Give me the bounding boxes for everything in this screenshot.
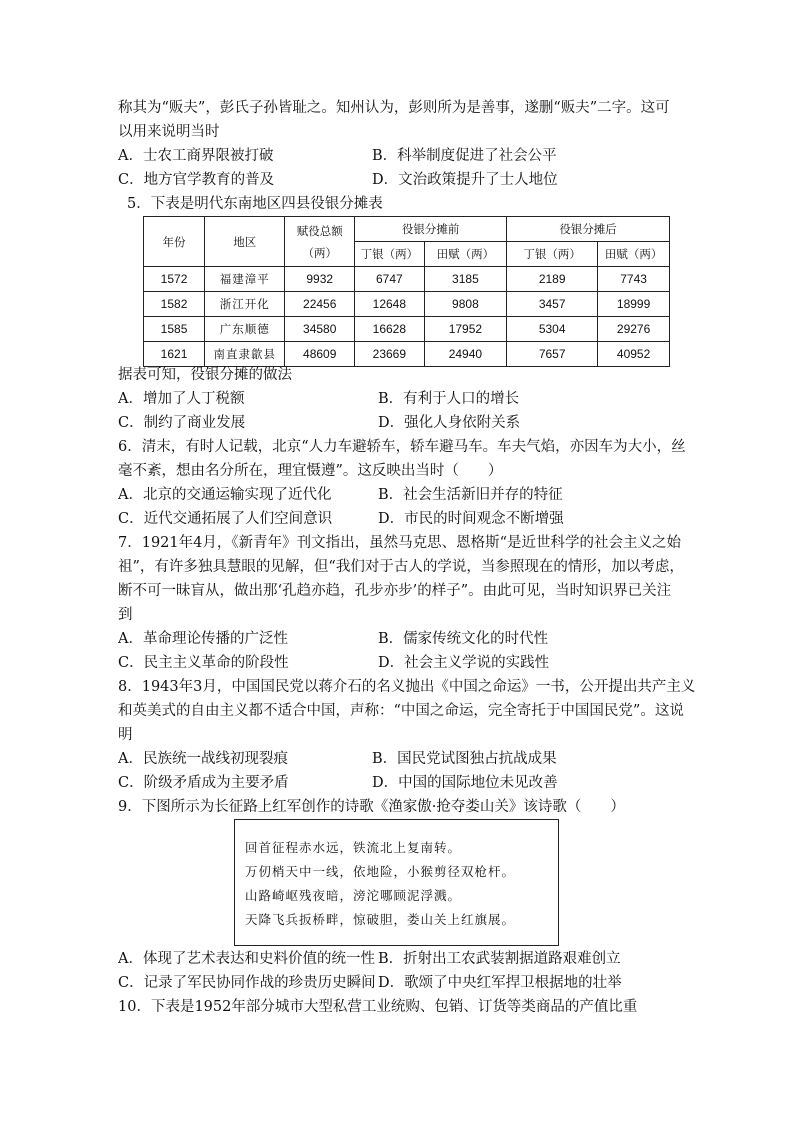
th-after: 役银分摊后 [507, 217, 670, 242]
q9-option-a: A．体现了艺术表达和史料价值的统一性 [118, 951, 375, 967]
cell-ding-before: 6747 [355, 267, 425, 292]
table-row [144, 317, 670, 342]
cell-tian-before: 24940 [424, 342, 506, 367]
cell-tian-after: 40952 [598, 342, 670, 367]
intro-option-c: C．地方官学教育的普及 [118, 172, 275, 188]
cell-region: 南直隶歙县 [205, 342, 285, 367]
q7-option-b: B．儒家传统文化的时代性 [378, 631, 549, 647]
cell-year: 1621 [144, 342, 205, 367]
q8-option-d: D．中国的国际地位未见改善 [372, 775, 558, 791]
cell-total: 9932 [285, 267, 355, 292]
q6-option-a: A．北京的交通运输实现了近代化 [118, 487, 332, 503]
th-region: 地区 [205, 217, 285, 267]
intro-option-a: A．士农工商界限被打破 [118, 148, 274, 164]
q5-stem: 5．下表是明代东南地区四县役银分摊表 [127, 196, 383, 212]
table-row [144, 267, 670, 292]
q10-stem: 10．下表是1952年部分城市大型私营工业统购、包销、订货等类商品的产值比重 [118, 999, 638, 1015]
corvee-silver-table [143, 216, 670, 367]
q7-line-2: 祖”，有许多独具慧眼的见解，但“我们对于古人的学说，当参照现在的情形，加以考虑， [118, 559, 684, 575]
cell-region: 广东顺德 [205, 317, 285, 342]
th-tian-before: 田赋（两） [424, 242, 506, 267]
cell-total: 22456 [285, 292, 355, 317]
th-total [285, 217, 355, 267]
q8-option-c: C．阶级矛盾成为主要矛盾 [118, 775, 289, 791]
poem-line-1: 回首征程赤水远，铁流北上复南转。 [245, 840, 462, 855]
q8-line-3: 明 [118, 727, 133, 743]
q5-option-c: C．制约了商业发展 [118, 415, 246, 431]
cell-tian-before: 17952 [424, 317, 506, 342]
q9-option-b: B．折射出工农武装割据道路艰难创立 [378, 951, 621, 967]
q5-option-b: B．有利于人口的增长 [378, 391, 520, 407]
cell-ding-before: 16628 [355, 317, 425, 342]
intro-line-1: 称其为“贩夫”，彭氏子孙皆耻之。知州认为，彭则所为是善事，遂删“贩夫”二字。这可 [118, 100, 670, 116]
cell-total: 34580 [285, 317, 355, 342]
cell-year: 1572 [144, 267, 205, 292]
q7-line-1: 7．1921年4月，《新青年》刊文指出，虽然马克思、恩格斯“是近世科学的社会主义之始 [118, 535, 682, 551]
intro-option-d: D．文治政策提升了士人地位 [372, 172, 558, 188]
q8-line-2: 和英美式的自由主义都不适合中国，声称：“中国之命运，完全寄托于中国国民党”。这说 [118, 703, 684, 719]
poem-line-2: 万仞梢天中一线，依地险，小猴剪径双枪杆。 [245, 864, 516, 879]
cell-tian-before: 9808 [424, 292, 506, 317]
cell-region: 浙江开化 [205, 292, 285, 317]
q6-line-1: 6．清末，有时人记载，北京“人力车避轿车，轿车避马车。车夫气焰，亦因车为大小，丝 [118, 439, 686, 455]
cell-ding-after: 7657 [507, 342, 598, 367]
cell-total: 48609 [285, 342, 355, 367]
cell-region: 福建漳平 [205, 267, 285, 292]
q8-line-1: 8．1943年3月，中国国民党以蒋介石的名义抛出《中国之命运》一书，公开提出共产主义 [118, 679, 696, 695]
cell-tian-after: 29276 [598, 317, 670, 342]
q9-option-d: D．歌颂了中央红军捍卫根据地的壮举 [378, 975, 622, 991]
table-row [144, 342, 670, 367]
q7-option-c: C．民主主义革命的阶段性 [118, 655, 289, 671]
cell-year: 1585 [144, 317, 205, 342]
th-before: 役银分摊前 [355, 217, 507, 242]
cell-ding-before: 12648 [355, 292, 425, 317]
q8-option-b: B．国民党试图独占抗战成果 [372, 751, 557, 767]
cell-tian-before: 3185 [424, 267, 506, 292]
table-row [144, 292, 670, 317]
th-ding-before: 丁银（两） [355, 242, 425, 267]
th-tian-after: 田赋（两） [598, 242, 670, 267]
intro-option-b: B．科举制度促进了社会公平 [372, 148, 557, 164]
q6-option-d: D．市民的时间观念不断增强 [378, 511, 564, 527]
poem-line-3: 山路崎岖残夜暗，滂沱哪顾泥浮溅。 [245, 888, 462, 903]
q6-line-2: 毫不紊，想由名分所在，理宜慑遵”。这反映出当时（ ） [118, 463, 503, 479]
cell-tian-after: 18999 [598, 292, 670, 317]
poem-box [234, 819, 559, 946]
q6-option-c: C．近代交通拓展了人们空间意识 [118, 511, 333, 527]
intro-line-2: 以用来说明当时 [118, 124, 220, 140]
poem-line-4: 天降飞兵扳桥畔，惊破胆，娄山关上红旗展。 [245, 912, 516, 927]
cell-ding-after: 3457 [507, 292, 598, 317]
q6-option-b: B．社会生活新旧并存的特征 [378, 487, 563, 503]
cell-ding-after: 2189 [507, 267, 598, 292]
th-ding-after: 丁银（两） [507, 242, 598, 267]
cell-tian-after: 7743 [598, 267, 670, 292]
th-year: 年份 [144, 217, 205, 267]
q8-option-a: A．民族统一战线初现裂痕 [118, 751, 288, 767]
q5-option-d: D．强化人身依附关系 [378, 415, 521, 431]
q9-option-c: C．记录了军民协同作战的珍贵历史瞬间 [118, 975, 376, 991]
th-total-line1: 赋役总额 [296, 223, 343, 238]
q9-stem: 9．下图所示为长征路上红军创作的诗歌《渔家傲·抢夺娄山关》该诗歌（ ） [118, 799, 625, 815]
q7-line-4: 到 [118, 607, 133, 623]
cell-year: 1582 [144, 292, 205, 317]
cell-ding-after: 5304 [507, 317, 598, 342]
q5-after-table: 据表可知，役银分摊的做法 [118, 367, 292, 383]
q5-option-a: A．增加了人丁税额 [118, 391, 245, 407]
cell-ding-before: 23669 [355, 342, 425, 367]
q7-line-3: 断不可一昧盲从，做出那‘孔趋亦趋，孔步亦步’的样子”。由此可见，当时知识界已关注 [118, 583, 672, 599]
q7-option-a: A．革命理论传播的广泛性 [118, 631, 288, 647]
q7-option-d: D．社会主义学说的实践性 [378, 655, 550, 671]
th-total-line2: （两） [302, 245, 337, 260]
